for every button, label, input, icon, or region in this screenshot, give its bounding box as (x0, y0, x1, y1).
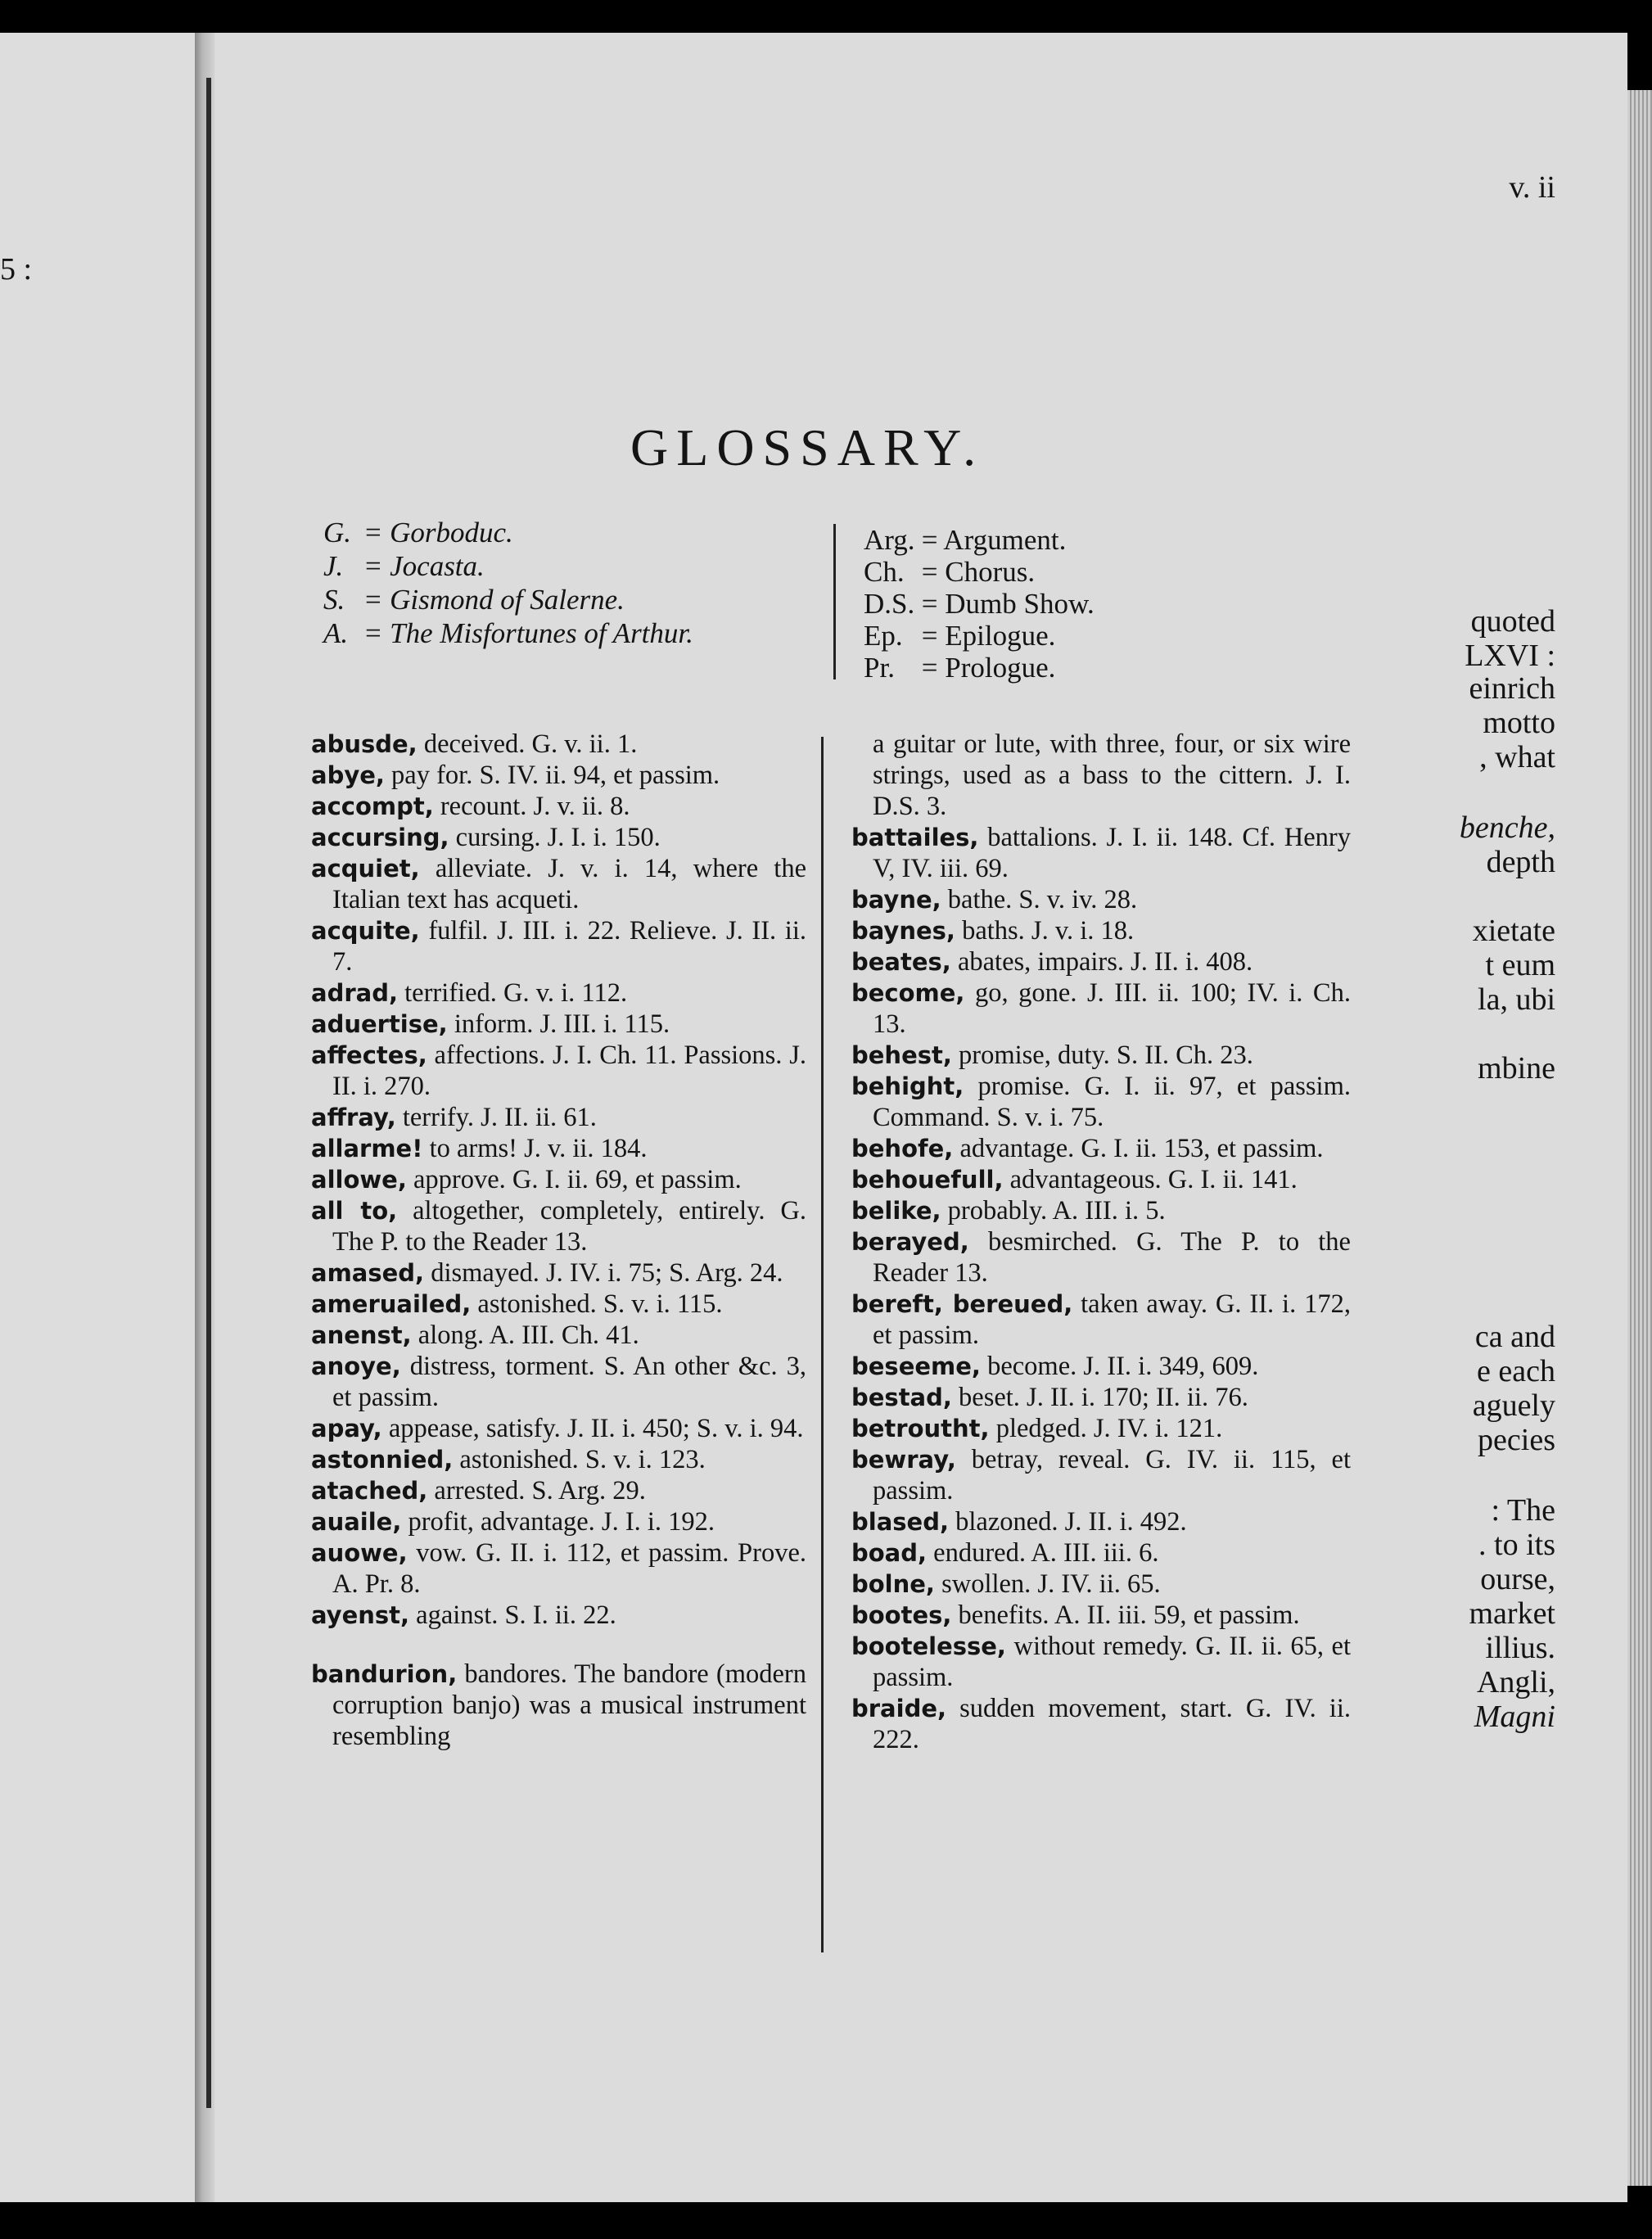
entry-headword: apay, (311, 1415, 382, 1442)
glossary-entry (311, 977, 806, 1009)
legend-row (864, 524, 1095, 556)
entry-definition: cursing. J. I. i. 150. (449, 823, 661, 852)
glossary-entry (851, 946, 1351, 977)
entry-headword: affectes, (311, 1041, 427, 1069)
glossary-entry (851, 1693, 1351, 1755)
glossary-entry (311, 853, 806, 915)
legend-full: = Chorus. (921, 556, 1036, 588)
entry-definition: pledged. J. IV. i. 121. (989, 1414, 1223, 1443)
glossary-entry (851, 1226, 1351, 1289)
entry-headword: allowe, (311, 1166, 407, 1194)
entry-definition: promise, duty. S. II. Ch. 23. (951, 1041, 1253, 1070)
column-divider (821, 737, 824, 1952)
glossary-column-right (851, 729, 1351, 1755)
entry-definition: promise. G. I. ii. 97, et passim. Command. S. v. i. 75. (873, 1072, 1351, 1132)
entry-definition: bathe. S. v. iv. 28. (941, 885, 1138, 914)
left-page-fragment: t eum (1485, 948, 1555, 982)
left-page-fragment: einrich (1469, 671, 1555, 706)
entry-definition: taken away. G. II. i. 172, et passim. (873, 1289, 1351, 1350)
left-page-fragment: aguely (1472, 1388, 1555, 1423)
entry-definition: vow. G. II. i. 112, et passim. Prove. A. Pr. 8. (332, 1538, 806, 1599)
glossary-column-left (311, 729, 806, 1752)
entry-headword: berayed, (851, 1228, 969, 1256)
entry-definition: dismayed. J. IV. i. 75; S. Arg. 24. (424, 1258, 783, 1288)
gutter-shadow-line (206, 78, 211, 2108)
glossary-entry (311, 1009, 806, 1040)
entry-headword: baynes, (851, 917, 955, 945)
left-page-fragment: LXVI : (1465, 639, 1555, 673)
entry-definition: battalions. J. I. ii. 148. Cf. Henry V, IV. iii. 69. (873, 823, 1351, 883)
entry-headword: amased, (311, 1259, 425, 1287)
glossary-entry (311, 1351, 806, 1413)
glossary-entry (851, 915, 1351, 946)
left-page-fragment: : The (1491, 1493, 1555, 1528)
glossary-entry (851, 1631, 1351, 1693)
glossary-entry (311, 1444, 806, 1475)
legend-full: = Prologue. (921, 652, 1056, 684)
book-gutter (195, 33, 214, 2202)
entry-headword: beates, (851, 948, 951, 976)
entry-definition: to arms! J. v. ii. 184. (422, 1134, 648, 1163)
entry-definition: without remedy. G. II. ii. 65, et passim. (873, 1632, 1351, 1692)
legend-abbr: J. (323, 550, 344, 582)
entry-continuation: a guitar or lute, with three, four, or six wire strings, used as a bass to the cittern. J. I. D.S. 3. (873, 729, 1351, 821)
entry-definition: alleviate. J. v. i. 14, where the Italian text has acqueti. (332, 854, 806, 914)
entry-headword: bootelesse, (851, 1632, 1006, 1660)
entry-headword: aduertise, (311, 1010, 448, 1038)
left-page-fragment: depth (1486, 845, 1555, 879)
glossary-entry (311, 1659, 806, 1752)
legend-abbr: A. (323, 617, 349, 649)
entry-headword: bayne, (851, 886, 941, 914)
entry-headword: accursing, (311, 824, 449, 851)
left-page-fragment: illius. (1485, 1631, 1555, 1665)
entry-definition: appease, satisfy. J. II. i. 450; S. v. i. 94. (381, 1414, 804, 1443)
left-page-fragment: quoted (1470, 604, 1555, 639)
left-page-fragment: Angli, (1476, 1665, 1555, 1700)
glossary-entry (851, 1133, 1351, 1164)
entry-definition: terrify. J. II. ii. 61. (395, 1103, 597, 1132)
entry-headword: become, (851, 979, 965, 1007)
glossary-entry (311, 1195, 806, 1257)
legend-abbr: Pr. (864, 652, 895, 684)
entry-headword: behight, (851, 1072, 964, 1100)
entry-headword: belike, (851, 1197, 941, 1225)
glossary-entry (851, 1164, 1351, 1195)
entry-headword: auaile, (311, 1508, 402, 1536)
glossary-entry (311, 1413, 806, 1444)
entry-headword: anoye, (311, 1352, 401, 1380)
entry-definition: terrified. G. v. i. 112. (397, 978, 628, 1008)
entry-headword: behouefull, (851, 1166, 1004, 1194)
legend-full: = Jocasta. (363, 550, 485, 582)
entry-definition: sudden movement, start. G. IV. ii. 222. (873, 1694, 1351, 1754)
entry-definition: become. J. II. i. 349, 609. (980, 1352, 1259, 1381)
glossary-entry (311, 1600, 806, 1631)
left-page-fragment: e each (1477, 1354, 1555, 1388)
glossary-entry (311, 822, 806, 853)
glossary-entry (851, 884, 1351, 915)
entry-definition: inform. J. III. i. 115. (447, 1009, 670, 1039)
entry-headword: boad, (851, 1539, 928, 1567)
page-title: GLOSSARY. (630, 418, 985, 476)
glossary-entry (851, 1351, 1351, 1382)
entry-definition: altogether, completely, entirely. G. The P. to the Reader 13. (332, 1196, 806, 1257)
glossary-entry (851, 1289, 1351, 1351)
glossary-entry (851, 1071, 1351, 1133)
glossary-entry (311, 1257, 806, 1289)
entry-definition: endured. A. III. iii. 6. (927, 1538, 1159, 1568)
entry-definition: recount. J. v. ii. 8. (433, 792, 630, 821)
entry-headword: blased, (851, 1508, 949, 1536)
entry-headword: betroutht, (851, 1415, 990, 1442)
glossary-entry (851, 1537, 1351, 1569)
entry-headword: bootes, (851, 1601, 952, 1629)
left-page-fragment: 5 : (0, 252, 33, 287)
entry-definition: besmirched. G. The P. to the Reader 13. (873, 1227, 1351, 1288)
legend-abbr: D.S. (864, 588, 915, 620)
glossary-entry (311, 1475, 806, 1506)
legend-abbr: Ep. (864, 620, 903, 652)
glossary-entry (851, 1195, 1351, 1226)
entry-definition: go, gone. J. III. ii. 100; IV. i. Ch. 13. (873, 978, 1351, 1039)
entry-headword: beseeme, (851, 1352, 981, 1380)
glossary-entry (851, 1444, 1351, 1506)
glossary-entry (311, 1133, 806, 1164)
legend-abbr: G. (323, 517, 352, 548)
left-page-fragment: Magni (1474, 1700, 1555, 1734)
legend-divider (833, 524, 836, 679)
entry-headword: acquite, (311, 917, 420, 945)
entry-definition: profit, advantage. J. I. i. 192. (401, 1507, 715, 1537)
entry-headword: abusde, (311, 730, 418, 758)
entry-definition: approve. G. I. ii. 69, et passim. (406, 1165, 742, 1194)
entry-headword: anenst, (311, 1321, 412, 1349)
entry-headword: bestad, (851, 1384, 952, 1411)
entry-definition: baths. J. v. i. 18. (955, 916, 1135, 946)
entry-definition: against. S. I. ii. 22. (409, 1600, 616, 1630)
left-page-fragment: ca and (1474, 1320, 1555, 1354)
glossary-entry (851, 822, 1351, 884)
legend-row (323, 516, 693, 549)
legend-row (323, 583, 693, 616)
entry-headword: acquiet, (311, 855, 420, 883)
entry-headword: allarme! (311, 1135, 423, 1162)
entry-headword: adrad, (311, 979, 398, 1007)
entry-definition: benefits. A. II. iii. 59, et passim. (951, 1600, 1300, 1630)
glossary-entry (851, 1040, 1351, 1071)
entry-headword: bereft, bereued, (851, 1290, 1073, 1318)
entry-headword: abye, (311, 761, 385, 789)
entry-headword: affray, (311, 1104, 396, 1131)
play-abbreviations (323, 516, 693, 650)
left-page-fragment: xietate (1472, 914, 1555, 948)
glossary-entry (311, 1320, 806, 1351)
glossary-entry (311, 1537, 806, 1600)
legend-row (864, 556, 1095, 588)
left-page-fragment: market (1469, 1596, 1555, 1631)
entry-headword: atached, (311, 1477, 428, 1505)
entry-definition: betray, reveal. G. IV. ii. 115, et passim. (873, 1445, 1351, 1505)
entry-headword: bewray, (851, 1446, 956, 1474)
glossary-entry (851, 1569, 1351, 1600)
entry-definition: deceived. G. v. ii. 1. (417, 729, 638, 759)
entry-headword: ayenst, (311, 1601, 410, 1629)
glossary-entry (851, 1382, 1351, 1413)
left-page-fragment: . to its (1478, 1528, 1555, 1562)
legend-full: = Epilogue. (921, 620, 1056, 652)
entry-definition: affections. J. I. Ch. 11. Passions. J. II. i. 270. (332, 1041, 806, 1101)
left-page-fragment: ourse, (1480, 1562, 1555, 1596)
legend-full: = Argument. (921, 524, 1067, 556)
left-page-fragment: pecies (1478, 1423, 1555, 1457)
entry-definition: probably. A. III. i. 5. (941, 1196, 1166, 1226)
section-gap (311, 1631, 806, 1659)
legend-full: = Gismond of Salerne. (363, 584, 625, 616)
left-page-fragment: benche, (1459, 810, 1555, 845)
legend-row (864, 588, 1095, 620)
left-page-fragment: , what (1479, 740, 1555, 774)
glossary-entry (311, 760, 806, 791)
glossary-entry (311, 791, 806, 822)
entry-headword: braide, (851, 1695, 947, 1722)
glossary-entry (851, 977, 1351, 1040)
entry-definition: pay for. S. IV. ii. 94, et passim. (384, 761, 720, 790)
glossary-entry (851, 1413, 1351, 1444)
glossary-entry (311, 1164, 806, 1195)
entry-definition: astonished. S. v. i. 115. (471, 1289, 723, 1319)
glossary-entry (311, 1506, 806, 1537)
legend-full: = The Misfortunes of Arthur. (363, 617, 693, 649)
glossary-entry (851, 1600, 1351, 1631)
page-edge (1627, 90, 1652, 2186)
entry-headword: behofe, (851, 1135, 954, 1162)
left-page (0, 33, 195, 2202)
legend-abbr: Ch. (864, 556, 905, 588)
entry-definition: arrested. S. Arg. 29. (427, 1476, 646, 1505)
glossary-entry (851, 1506, 1351, 1537)
entry-definition: along. A. III. Ch. 41. (411, 1320, 639, 1350)
entry-definition: bandores. The bandore (modern corruption banjo) was a musical instrument resembling (332, 1659, 806, 1751)
legend-row (323, 549, 693, 583)
entry-definition: fulfil. J. III. i. 22. Relieve. J. II. ii. 7. (332, 916, 806, 977)
legend-row (864, 652, 1095, 684)
entry-definition: distress, torment. S. An other &c. 3, et passim. (332, 1352, 806, 1412)
entry-definition: abates, impairs. J. II. i. 408. (950, 947, 1253, 977)
entry-headword: battailes, (851, 824, 979, 851)
left-page-fragment: motto (1483, 706, 1555, 740)
legend-row (864, 620, 1095, 652)
entry-headword: bolne, (851, 1570, 935, 1598)
entry-headword: all to, (311, 1197, 398, 1225)
part-abbreviations (864, 524, 1095, 684)
legend-abbr: S. (323, 584, 345, 616)
entry-headword: astonnied, (311, 1446, 454, 1474)
entry-definition: astonished. S. v. i. 123. (453, 1445, 706, 1474)
legend-full: = Dumb Show. (921, 588, 1095, 620)
entry-headword: ameruailed, (311, 1290, 472, 1318)
glossary-entry (311, 1040, 806, 1102)
entry-definition: swollen. J. IV. ii. 65. (934, 1569, 1161, 1599)
left-page-fragment: la, ubi (1478, 982, 1555, 1017)
entry-headword: behest, (851, 1041, 952, 1069)
glossary-entry (311, 1289, 806, 1320)
entry-definition: blazoned. J. II. i. 492. (948, 1507, 1187, 1537)
entry-headword: accompt, (311, 792, 434, 820)
glossary-entry (311, 915, 806, 977)
legend-full: = Gorboduc. (363, 517, 513, 548)
glossary-entry (311, 729, 806, 760)
left-page-fragment: mbine (1478, 1051, 1555, 1086)
glossary-entry (311, 1102, 806, 1133)
entry-headword: auowe, (311, 1539, 408, 1567)
entry-definition: advantage. G. I. ii. 153, et passim. (953, 1134, 1324, 1163)
entry-definition: beset. J. II. i. 170; II. ii. 76. (951, 1383, 1248, 1412)
left-page-fragment: v. ii (1509, 170, 1555, 205)
entry-headword: bandurion, (311, 1660, 458, 1688)
legend-row (323, 616, 693, 650)
legend-abbr: Arg. (864, 524, 915, 556)
entry-definition: advantageous. G. I. ii. 141. (1003, 1165, 1298, 1194)
